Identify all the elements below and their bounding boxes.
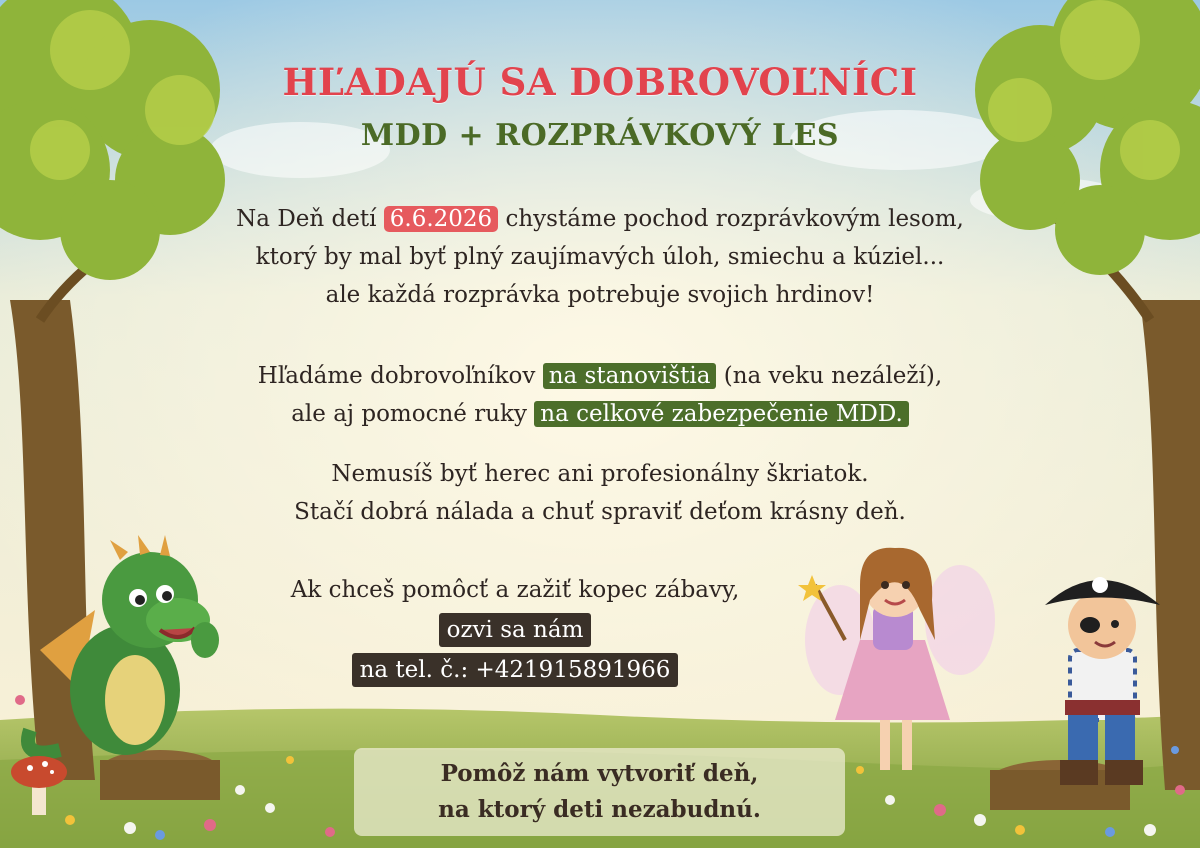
volunteers-line-1 (0, 357, 1200, 395)
poster-subtitle: MDD + ROZPRÁVKOVÝ LES (360, 118, 840, 153)
footer-text (354, 756, 845, 828)
intro-paragraph (0, 200, 1200, 314)
reassure-line-1: Nemusíš byť herec ani profesionálny škriatok. (331, 461, 869, 487)
footer-line-1: Pomôž nám vytvoriť deň, (440, 760, 759, 787)
contact-line-2 (0, 610, 1030, 650)
volunteers-line-2 (0, 395, 1200, 433)
contact-line-1: Ak chceš pomôcť a zažiť kopec zábavy, (290, 577, 740, 603)
intro-line-1 (0, 200, 1200, 238)
volunteers-paragraph (0, 357, 1200, 433)
event-date-badge: 6.6.2026 (384, 206, 498, 232)
intro-line-3: ale každá rozprávka potrebuje svojich hrdinov! (325, 282, 875, 308)
intro-line-2: ktorý by mal byť plný zaujímavých úloh, smiechu a kúziel... (255, 244, 945, 270)
contact-paragraph (0, 570, 1030, 690)
reassure-line-2: Stačí dobrá nálada a chuť spraviť deťom krásny deň. (294, 499, 906, 525)
intro-text: chystáme pochod rozprávkovým lesom, (498, 206, 964, 232)
contact-us-label: ozvi sa nám (439, 613, 592, 647)
reassure-paragraph (0, 455, 1200, 531)
intro-text: Na Deň detí (236, 206, 384, 232)
contact-line-3 (0, 650, 1030, 690)
phone-number: na tel. č.: +421915891966 (352, 653, 679, 687)
stations-highlight: na stanovištia (543, 363, 717, 389)
volunteers-text: (na veku nezáleží), (716, 363, 943, 389)
volunteers-text: ale aj pomocné ruky (291, 401, 535, 427)
security-highlight: na celkové zabezpečenie MDD. (534, 401, 909, 427)
poster-title: HĽADAJÚ SA DOBROVOĽNÍCI (282, 60, 918, 104)
footer-line-2: na ktorý deti nezabudnú. (438, 796, 761, 823)
volunteers-text: Hľadáme dobrovoľníkov (257, 363, 543, 389)
